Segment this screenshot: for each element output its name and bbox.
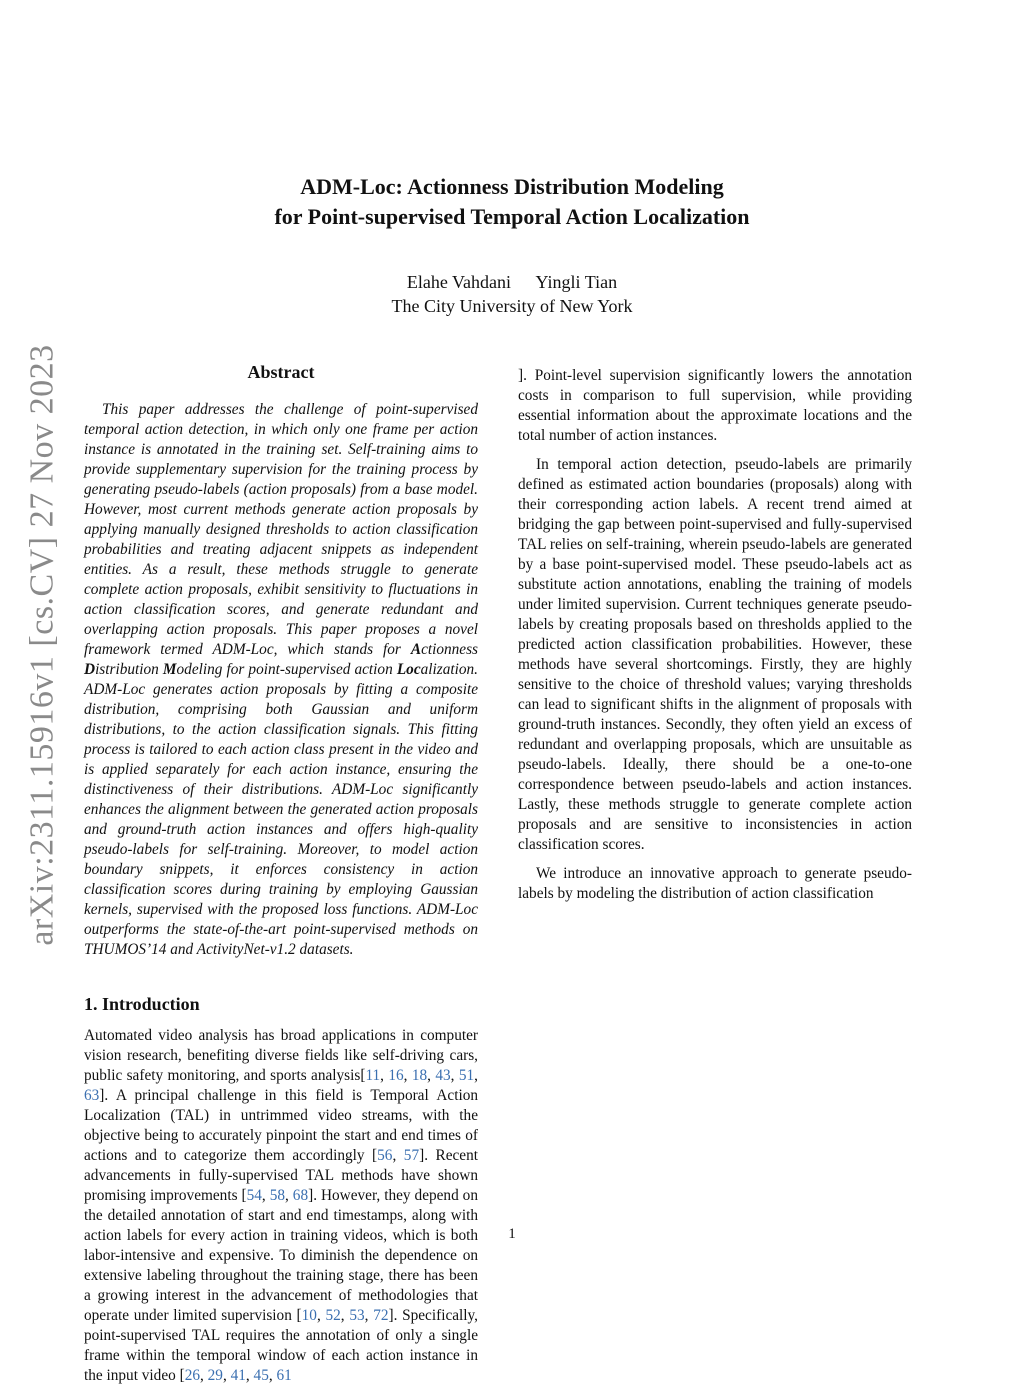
arxiv-stamp-text: arXiv:2311.15916v1 [cs.CV] 27 Nov 2023 <box>24 344 62 946</box>
citation-link[interactable]: 10 <box>301 1307 317 1324</box>
affiliation: The City University of New York <box>391 296 633 316</box>
citation-link[interactable]: 72 <box>373 1307 389 1324</box>
abstract-bold-letter: Loc <box>396 661 421 678</box>
citation-link[interactable]: 26 <box>184 1367 200 1384</box>
abstract-bold-letter: D <box>84 661 96 678</box>
abstract-text-part: alization. ADM-Loc generates action proposals by fitting a composite distribution, comprising both Gaussian and uniform distributions, to the action classification signals. This fitting process is tailored to each action class present in the video and is applied separately for each action instance, ensuring the distinctiveness of their distributions. ADM-Loc significantly enhances the alignment between the generated action proposals and ground-truth action instances and offers high-quality pseudo-labels for self-training. Moreover, to model action boundary snippets, it enforces consistency in action classification scores during training by employing Gaussian kernels, supervised with the proposed loss functions. ADM-Loc outperforms the state-of-the-art point-supervised methods on THUMOS’14 and ActivityNet-v1.2 datasets. <box>84 661 478 958</box>
intro-text: ]. Point-level supervision significantly lowers the annotation costs in comparison to full supervision, while providing essential information about the approximate locations and the total number of action instances. <box>518 367 912 444</box>
paper-title <box>0 172 1024 232</box>
citation-link[interactable]: 51 <box>458 1067 475 1084</box>
citation-link[interactable]: 58 <box>269 1187 285 1204</box>
abstract-text-part: ctionness <box>421 641 478 658</box>
author-2: Yingli Tian <box>535 272 618 292</box>
right-column <box>518 366 912 913</box>
intro-paragraph-3: We introduce an innovative approach to generate pseudo-labels by modeling the distribution of action classification <box>518 865 912 902</box>
citation-link[interactable]: 43 <box>435 1067 451 1084</box>
citation-link[interactable]: 61 <box>276 1367 292 1384</box>
intro-text: ]. A principal challenge in this field is Temporal Action Localization (TAL) in untrimmed video streams, with the objective being to accurately pinpoint the start and end times of actions and to categorize them accordingly [ <box>84 1087 478 1164</box>
abstract-text-part: odeling for point-supervised action <box>176 661 397 678</box>
intro-text: Automated video analysis has broad applications in computer vision research, benefiting diverse fields like self-driving cars, public safety monitoring, and sports analysis[ <box>84 1027 478 1084</box>
intro-text: ]. Specifically, point-supervised TAL requires the annotation of only a single frame within the temporal window of each action instance in the input video [ <box>84 1307 479 1384</box>
citation-link[interactable]: 53 <box>349 1307 365 1324</box>
citation-link[interactable]: 29 <box>207 1367 223 1384</box>
citation-link[interactable]: 45 <box>253 1367 269 1384</box>
citation-link[interactable]: 18 <box>411 1067 428 1084</box>
abstract-bold-letter: M <box>162 661 177 678</box>
author-names <box>0 270 1024 294</box>
citation-link[interactable]: 54 <box>246 1187 262 1204</box>
title-line-2: for Point-supervised Temporal Action Localization <box>274 204 750 229</box>
abstract-heading: Abstract <box>247 362 315 382</box>
abstract-text-part: This paper addresses the challenge of point-supervised temporal action detection, in which only one frame per action instance is annotated in the training set. Self-training aims to provide supplementary supervision for the training process by generating pseudo-labels (action proposals) from a base model. However, most current methods generate action proposals by applying manually designed thresholds to action classification probabilities and treating adjacent snippets as independent entities. As a result, these methods struggle to generate complete action proposals, exhibit sensitivity to fluctuations in action classification scores, and generate redundant and overlapping action proposals. This paper proposes a novel framework termed ADM-Loc, which stands for <box>84 401 478 658</box>
intro-paragraph-1-continued <box>518 366 912 446</box>
citation-link[interactable]: 11 <box>365 1067 381 1084</box>
intro-paragraph-2: In temporal action detection, pseudo-labels are primarily defined as estimated action boundaries (proposals) along with their corresponding action labels. A recent trend aimed at bridging the gap between point-supervised and fully-supervised TAL relies on self-training, wherein pseudo-labels are generated by a base point-supervised model. These pseudo-labels act as substitute action annotations, enabling the training of models under limited supervision. Current techniques generate pseudo-labels by creating proposals based on thresholds applied to the predicted action classification probabilities. However, these methods have several shortcomings. Firstly, they are highly sensitive to the choice of threshold values; varying thresholds can lead to significant shifts in the alignment of proposals with ground-truth instances. Secondly, they often yield an excess of redundant and overlapping proposals, which are unsuitable as pseudo-labels. Ideally, there should be a one-to-one correspondence between pseudo-labels and action instances. Lastly, these methods struggle to generate complete action proposals and are sensitive to inconsistencies in action classification scores. <box>518 456 912 853</box>
citation-link[interactable]: 16 <box>388 1067 404 1084</box>
author-block <box>0 270 1024 318</box>
page-number: 1 <box>508 1226 516 1242</box>
abstract-bold-letter: A <box>410 641 422 658</box>
abstract-text-part: istribution <box>95 661 163 678</box>
intro-paragraph-1: Automated video analysis has broad applications in computer vision research, benefiting diverse fields like self-driving cars, public safety monitoring, and sports analysis[11, 16, 18, 43, 51, 63]. A principal challenge in this field is Temporal Action Localization (TAL) in untrimmed video streams, with the objective being to accurately pinpoint the start and end times of actions and to categorize them accordingly [56, 57]. Recent advancements in fully-supervised TAL methods have shown promising improvements [54, 58, 68]. However, they depend on the detailed annotation of start and end timestamps, along with action labels for every action in training videos, which is both labor-intensive and expensive. To diminish the dependence on extensive labeling throughout the training stage, there has been a growing interest in the advancement of methodologies that operate under limited supervision [10, 52, 53, 72]. Specifically, point-supervised TAL requires the annotation of only a single frame within the temporal window of each action instance in the input video [26, 29, 41, 45, 61 <box>84 1027 479 1384</box>
author-1: Elahe Vahdani <box>406 272 512 292</box>
abstract-text <box>84 400 478 960</box>
citation-link[interactable]: 41 <box>230 1367 246 1384</box>
section-heading-introduction: 1. Introduction <box>84 994 200 1014</box>
title-line-1: ADM-Loc: Actionness Distribution Modeling <box>300 174 724 199</box>
intro-text: ]. However, they depend on the detailed annotation of start and end timestamps, along with action labels for every action in training videos, which is both labor-intensive and expensive. To diminish the dependence on extensive labeling throughout the training stage, there has been a growing interest in the advancement of methodologies that operate under limited supervision [ <box>84 1187 478 1324</box>
intro-text: ]. Recent advancements in fully-supervised TAL methods have shown promising improvements [ <box>84 1147 478 1204</box>
citation-link[interactable]: 68 <box>292 1187 309 1204</box>
citation-link[interactable]: 52 <box>325 1307 341 1324</box>
citation-link[interactable]: 57 <box>403 1147 420 1164</box>
citation-link[interactable]: 63 <box>84 1087 100 1104</box>
arxiv-stamp <box>8 345 78 945</box>
citation-link[interactable]: 56 <box>377 1147 393 1164</box>
